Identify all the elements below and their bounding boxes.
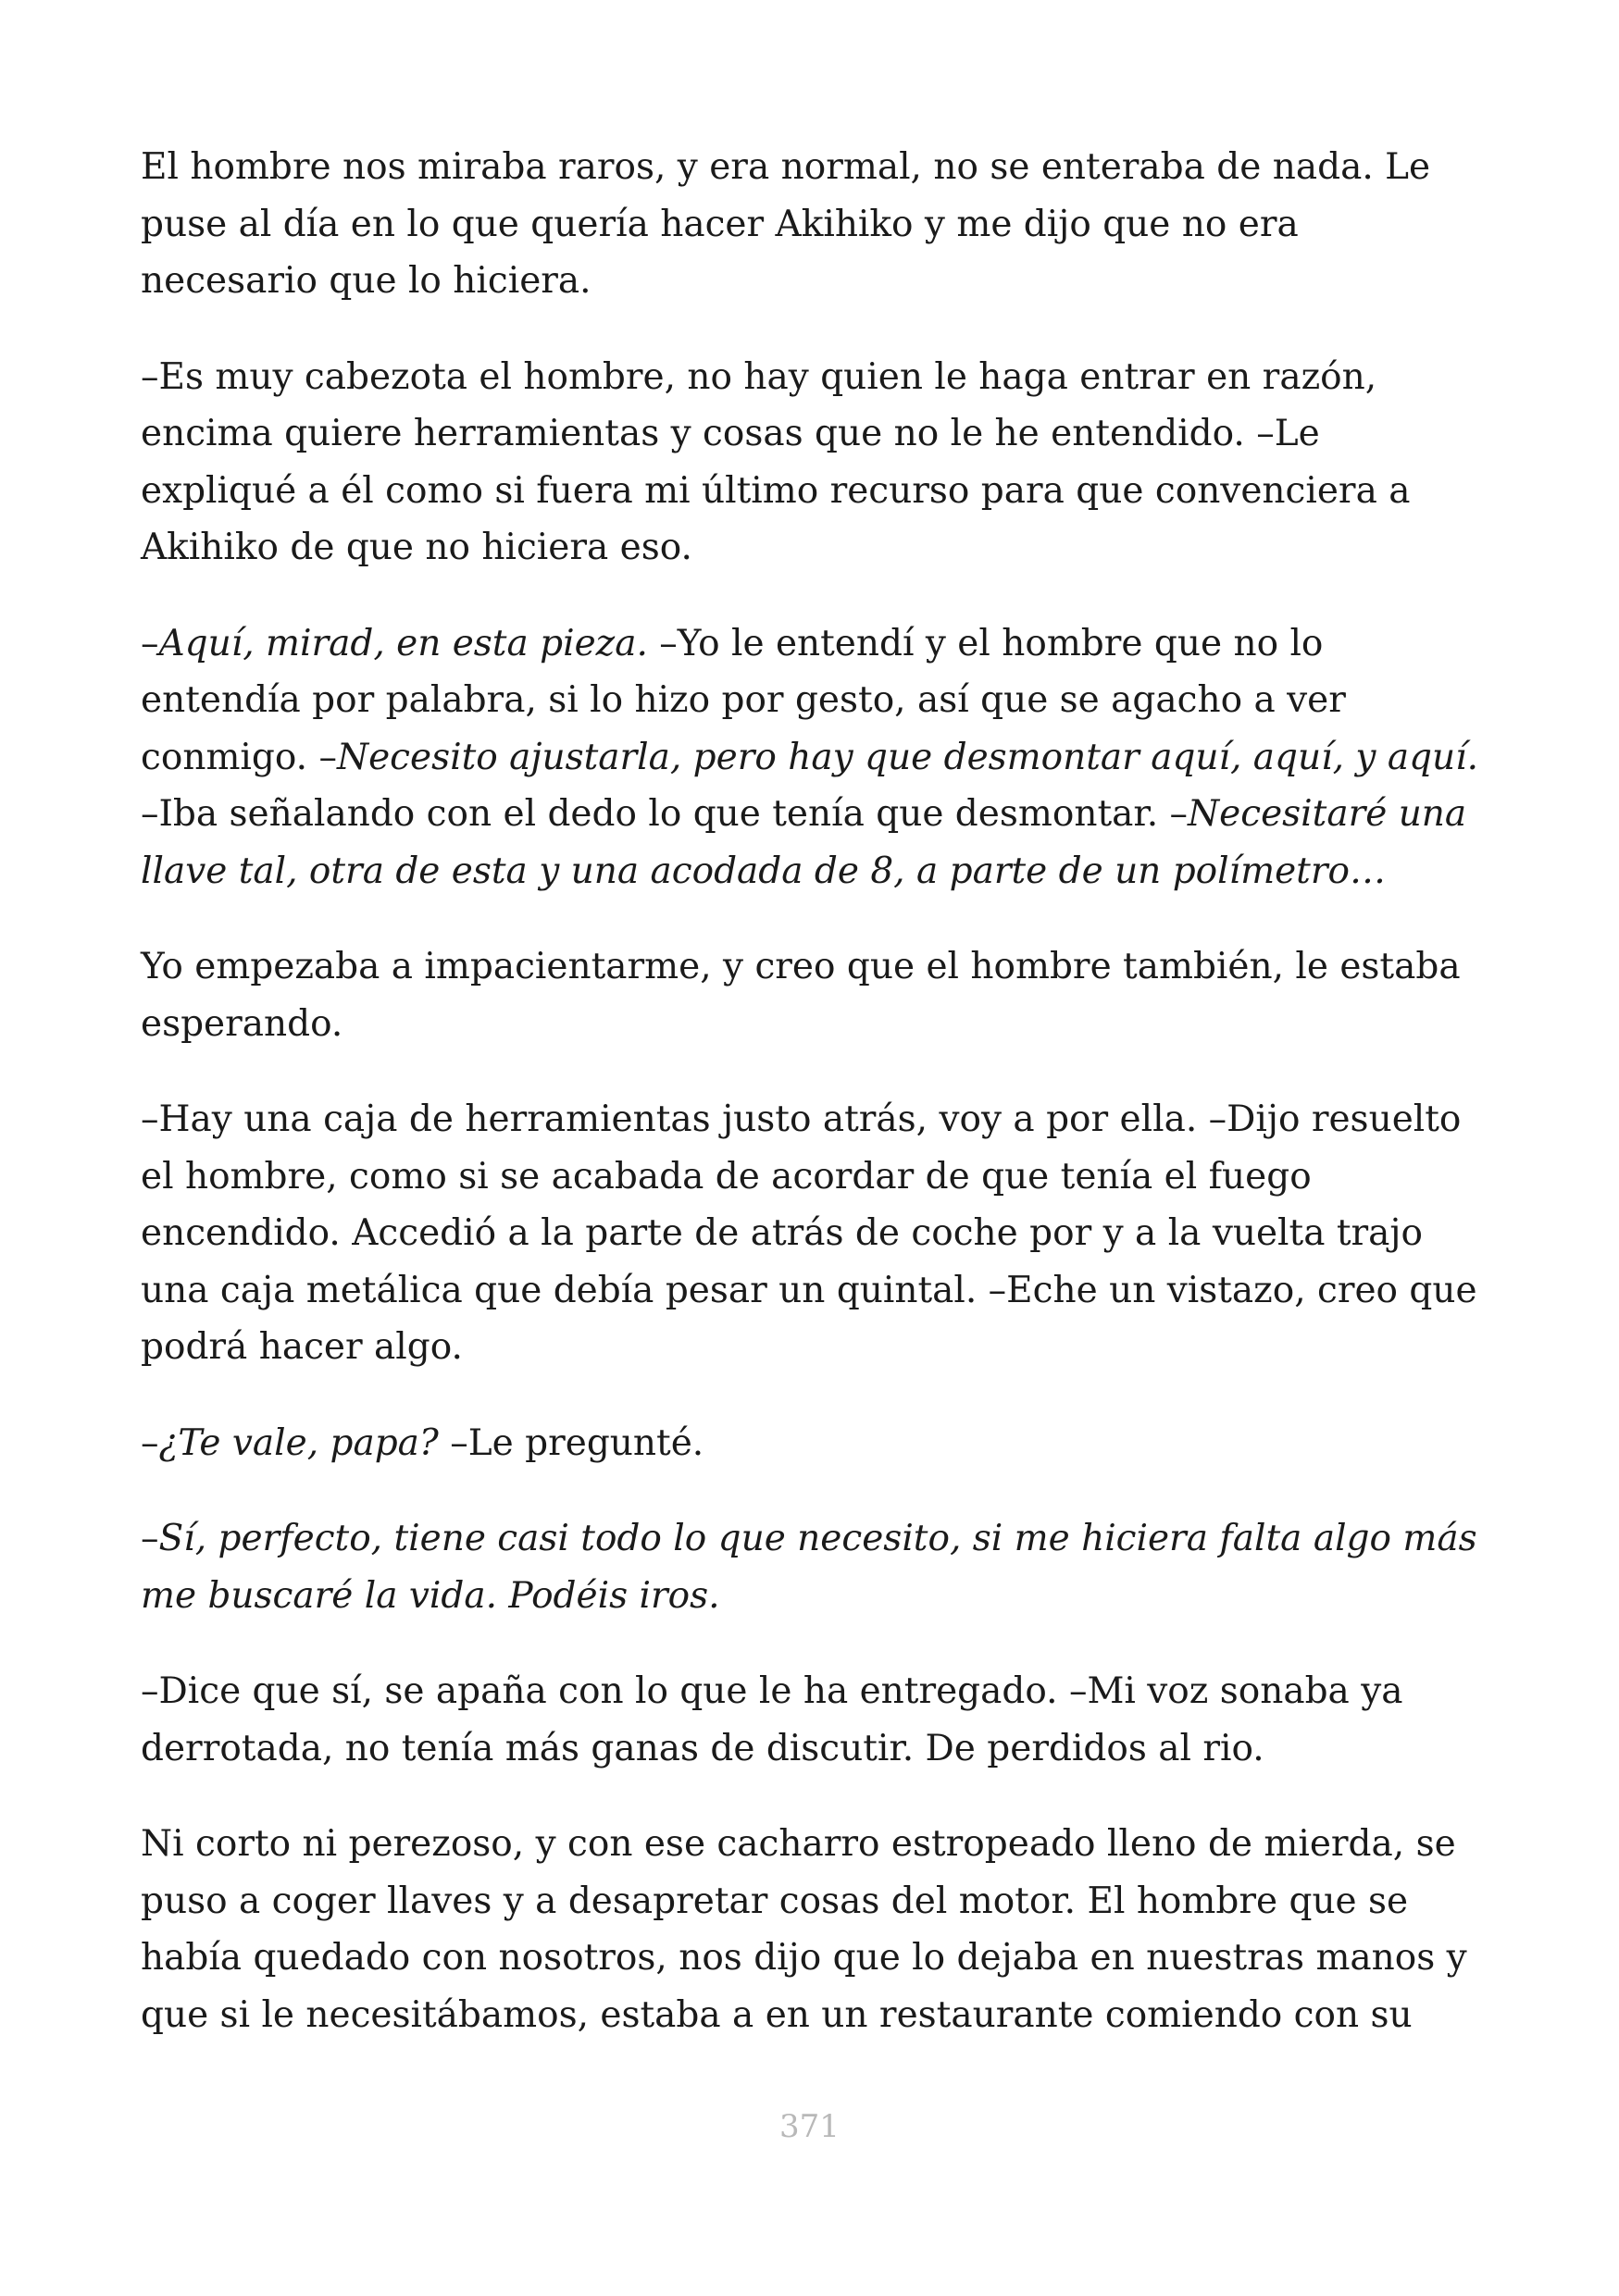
page-number: 371: [779, 2108, 840, 2145]
paragraph-3: [141, 615, 1483, 900]
paragraph-2: [141, 349, 1483, 577]
paragraph-text: –Dice que sí, se apaña con lo que le ha entregado. –Mi voz sonaba ya derrotada, no tenía más ganas de discutir. De perdidos al rio.: [141, 1670, 1403, 1769]
paragraph-text: –Iba señalando con el dedo lo que tenía que desmontar. –: [141, 793, 1189, 835]
paragraph-text: –Yo le entendí y el hombre que no lo entendía por palabra, si lo hizo por gesto, así que se agacho a ver conmigo. –: [141, 622, 1346, 778]
paragraph-text: El hombre nos miraba raros, y era normal, no se enteraba de nada. Le puse al día en lo que quería hacer Akihiko y me dijo que no era necesario que lo hiciera.: [141, 146, 1431, 302]
italic-dialogue: ¿Te vale, papa?: [158, 1421, 439, 1464]
paragraph-text: –: [141, 1518, 159, 1559]
italic-dialogue: Aquí, mirad, en esta pieza.: [158, 622, 648, 664]
paragraph-text: –Es muy cabezota el hombre, no hay quien le haga entrar en razón, encima quiere herramientas y cosas que no le he entendido. –Le expliqué a él como si fuera mi último recurso para que convenciera a Akihiko de que no hiciera eso.: [141, 355, 1411, 568]
page-body: [141, 139, 1483, 2082]
paragraph-text: –Hay una caja de herramientas justo atrás, voy a por ella. –Dijo resuelto el hombre, como si se acabada de acordar de que tenía el fuego encendido. Accedió a la parte de atrás de coche por y a la vuelta trajo una caja metálica que debía pesar un quintal. –Eche un vistazo, creo que podrá hacer algo.: [141, 1098, 1477, 1368]
paragraph-4: [141, 938, 1483, 1052]
paragraph-6: [141, 1415, 1483, 1472]
paragraph-5: [141, 1091, 1483, 1376]
paragraph-8: [141, 1663, 1483, 1777]
paragraph-1: [141, 139, 1483, 310]
italic-dialogue: Sí, perfecto, tiene casi todo lo que necesito, si me hiciera falta algo más me buscaré la vida. Podéis iros.: [141, 1518, 1477, 1617]
paragraph-text: –: [141, 1421, 159, 1464]
paragraph-text: –: [141, 622, 159, 664]
paragraph-text: Ni corto ni perezoso, y con ese cacharro estropeado lleno de mierda, se puso a coger llaves y a desapretar cosas del motor. El hombre que se había quedado con nosotros, nos dijo que lo dejaba en nuestras manos y que si le necesitábamos, estaba a en un restaurante comiendo con su: [141, 1823, 1467, 2036]
paragraph-9: [141, 1816, 1483, 2043]
paragraph-text: –Le pregunté.: [438, 1421, 704, 1464]
italic-dialogue: Necesito ajustarla, pero hay que desmontar aquí, aquí, y aquí.: [336, 736, 1479, 778]
italic-dialogue: Necesitaré una llave tal, otra de esta y una acodada de 8, a parte de un polímetro…: [141, 793, 1467, 892]
paragraph-7: [141, 1510, 1483, 1624]
paragraph-text: Yo empezaba a impacientarme, y creo que el hombre también, le estaba esperando.: [141, 946, 1461, 1045]
